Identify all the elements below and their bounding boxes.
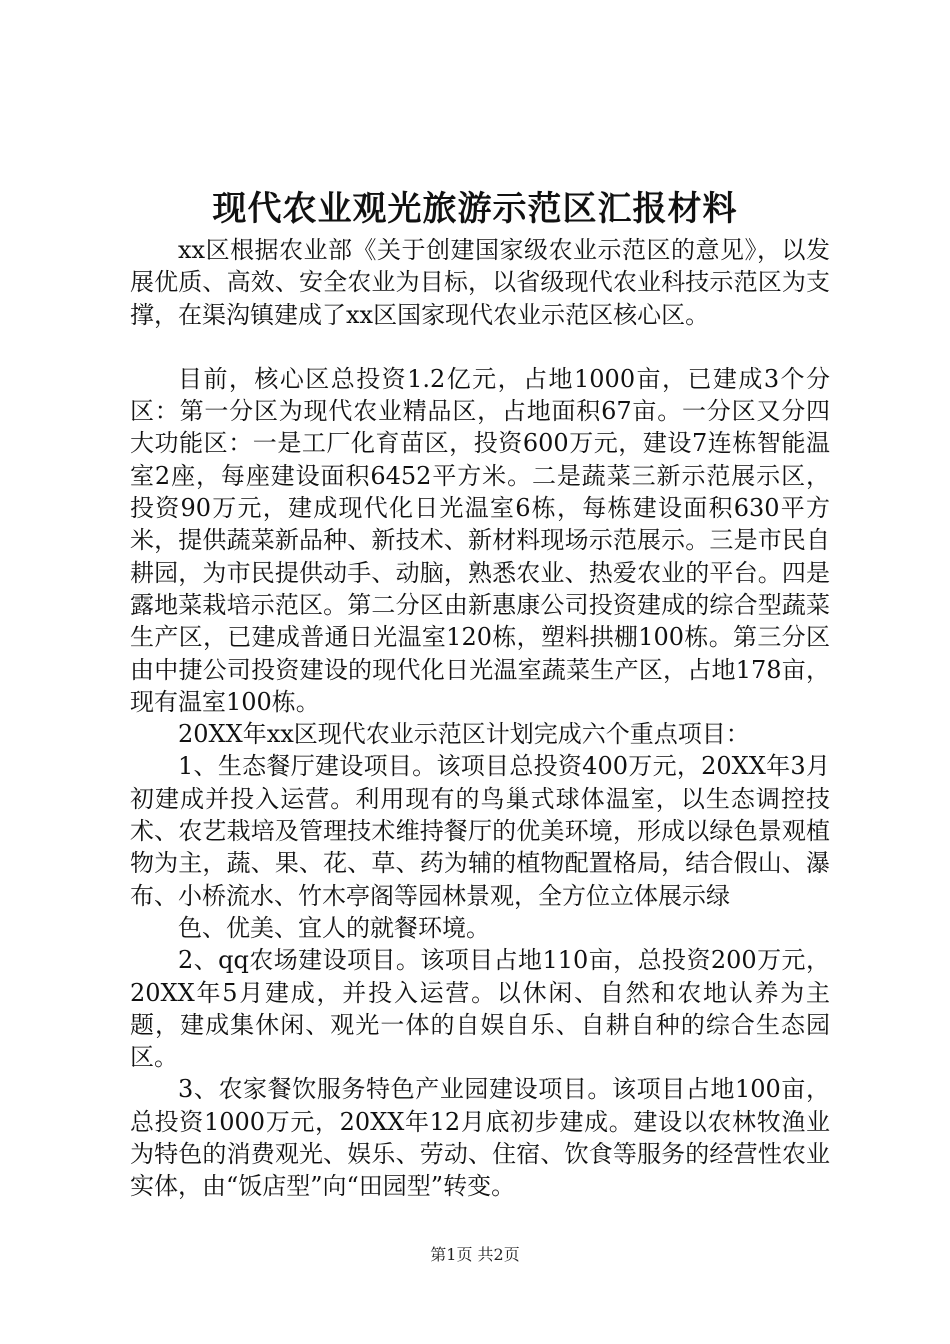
paragraph-project-1: 1、生态餐厅建设项目。该项目总投资400万元，20XX年3月初建成并投入运营。利用现有的鸟巢式球体温室，以生态调控技术、农艺栽培及管理技术维持餐厅的优美环境，形成以绿色景观植物为主，蔬、果、花、草、药为辅的植物配置格局，结合假山、瀑布、小桥流水、竹木亭阁等园林景观，全方位立体展示绿 xyxy=(130,752,830,910)
document-title: 现代农业观光旅游示范区汇报材料 xyxy=(212,189,738,229)
paragraph-intro: xx区根据农业部《关于创建国家级农业示范区的意见》，以发展优质、高效、安全农业为目标，以省级现代农业科技示范区为支撑，在渠沟镇建成了xx区国家现代农业示范区核心区。 xyxy=(130,236,830,329)
document-body xyxy=(130,234,830,1203)
paragraph-plan: 20XX年xx区现代农业示范区计划完成六个重点项目： xyxy=(178,720,750,749)
page-footer: 第1页 共2页 xyxy=(430,1245,520,1264)
paragraph-project-3: 3、农家餐饮服务特色产业园建设项目。该项目占地100亩，总投资1000万元，20XX年12月底初步建成。建设以农林牧渔业为特色的消费观光、娱乐、劳动、住宿、饮食等服务的经营性农业实体，由“饭店型”向“田园型”转变。 xyxy=(130,1075,830,1201)
paragraph-core-area: 目前，核心区总投资1.2亿元，占地1000亩，已建成3个分区：第一分区为现代农业精品区，占地面积67亩。一分区又分四大功能区：一是工厂化育苗区，投资600万元，建设7连栋智能温室2座，每座建设面积6452平方米。二是蔬菜三新示范展示区，投资90万元，建成现代化日光温室6栋，每栋建设面积630平方米，提供蔬菜新品种、新技术、新材料现场示范展示。三是市民自耕园，为市民提供动手、动脑，熟悉农业、热爱农业的平台。四是露地菜栽培示范区。第二分区由新惠康公司投资建成的综合型蔬菜生产区，已建成普通日光温室120栋，塑料拱棚100栋。第三分区由中捷公司投资建设的现代化日光温室蔬菜生产区，占地178亩，现有温室100栋。 xyxy=(130,364,830,716)
paragraph-project-1-cont: 色、优美、宜人的就餐环境。 xyxy=(178,913,490,942)
paragraph-project-2: 2、qq农场建设项目。该项目占地110亩，总投资200万元，20XX年5月建成，并投入运营。以休闲、自然和农地认养为主题，建成集休闲、观光一体的自娱自乐、自耕自种的综合生态园区。 xyxy=(130,946,830,1072)
